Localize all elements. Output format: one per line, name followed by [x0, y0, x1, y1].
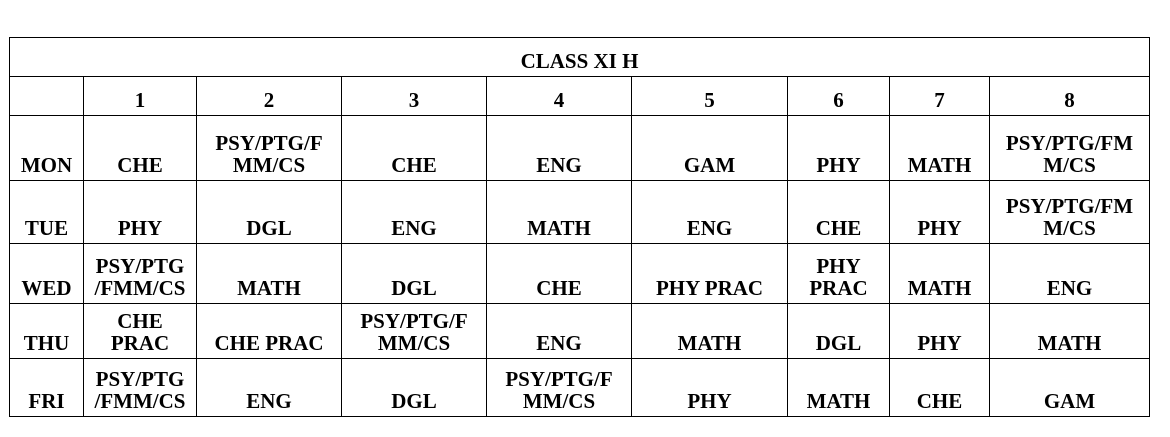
subject-cell: ENG	[342, 181, 487, 244]
subject-cell: PSY/PTG/FM M/CS	[990, 181, 1150, 244]
table-row	[10, 181, 1150, 244]
subject-cell: CHE	[84, 116, 197, 181]
subject-cell: PHY PRAC	[632, 244, 788, 304]
table-row	[10, 116, 1150, 181]
period-header: 2	[197, 77, 342, 116]
subject-cell: PHY	[84, 181, 197, 244]
subject-cell: ENG	[632, 181, 788, 244]
subject-cell: CHE PRAC	[197, 304, 342, 359]
table-row	[10, 244, 1150, 304]
subject-cell: CHE	[342, 116, 487, 181]
header-corner	[10, 77, 84, 116]
table-row	[10, 304, 1150, 359]
subject-cell: ENG	[487, 116, 632, 181]
subject-cell: CHE	[788, 181, 890, 244]
subject-cell: ENG	[990, 244, 1150, 304]
subject-cell: ENG	[197, 359, 342, 417]
subject-cell: DGL	[342, 244, 487, 304]
title-row	[10, 38, 1150, 77]
subject-cell: CHE	[487, 244, 632, 304]
subject-cell: PSY/PTG/F MM/CS	[487, 359, 632, 417]
subject-cell: MATH	[890, 244, 990, 304]
subject-cell: DGL	[342, 359, 487, 417]
period-header: 6	[788, 77, 890, 116]
subject-cell: PHY PRAC	[788, 244, 890, 304]
subject-cell: MATH	[788, 359, 890, 417]
subject-cell: CHE PRAC	[84, 304, 197, 359]
subject-cell: GAM	[990, 359, 1150, 417]
period-header: 8	[990, 77, 1150, 116]
timetable	[9, 37, 1150, 417]
subject-cell: CHE	[890, 359, 990, 417]
day-label: TUE	[10, 181, 84, 244]
subject-cell: MATH	[632, 304, 788, 359]
subject-cell: PSY/PTG /FMM/CS	[84, 359, 197, 417]
day-label: FRI	[10, 359, 84, 417]
class-title: CLASS XI H	[10, 38, 1150, 77]
subject-cell: PSY/PTG/FM M/CS	[990, 116, 1150, 181]
subject-cell: PSY/PTG/F MM/CS	[342, 304, 487, 359]
day-label: THU	[10, 304, 84, 359]
subject-cell: MATH	[197, 244, 342, 304]
subject-cell: PHY	[788, 116, 890, 181]
subject-cell: MATH	[487, 181, 632, 244]
subject-cell: PHY	[890, 304, 990, 359]
subject-cell: PHY	[632, 359, 788, 417]
day-label: MON	[10, 116, 84, 181]
subject-cell: MATH	[990, 304, 1150, 359]
subject-cell: MATH	[890, 116, 990, 181]
period-header: 7	[890, 77, 990, 116]
subject-cell: DGL	[788, 304, 890, 359]
period-header: 3	[342, 77, 487, 116]
period-header: 5	[632, 77, 788, 116]
subject-cell: DGL	[197, 181, 342, 244]
subject-cell: PSY/PTG/F MM/CS	[197, 116, 342, 181]
period-header-row	[10, 77, 1150, 116]
subject-cell: PHY	[890, 181, 990, 244]
subject-cell: ENG	[487, 304, 632, 359]
subject-cell: GAM	[632, 116, 788, 181]
period-header: 1	[84, 77, 197, 116]
day-label: WED	[10, 244, 84, 304]
subject-cell: PSY/PTG /FMM/CS	[84, 244, 197, 304]
period-header: 4	[487, 77, 632, 116]
table-row	[10, 359, 1150, 417]
